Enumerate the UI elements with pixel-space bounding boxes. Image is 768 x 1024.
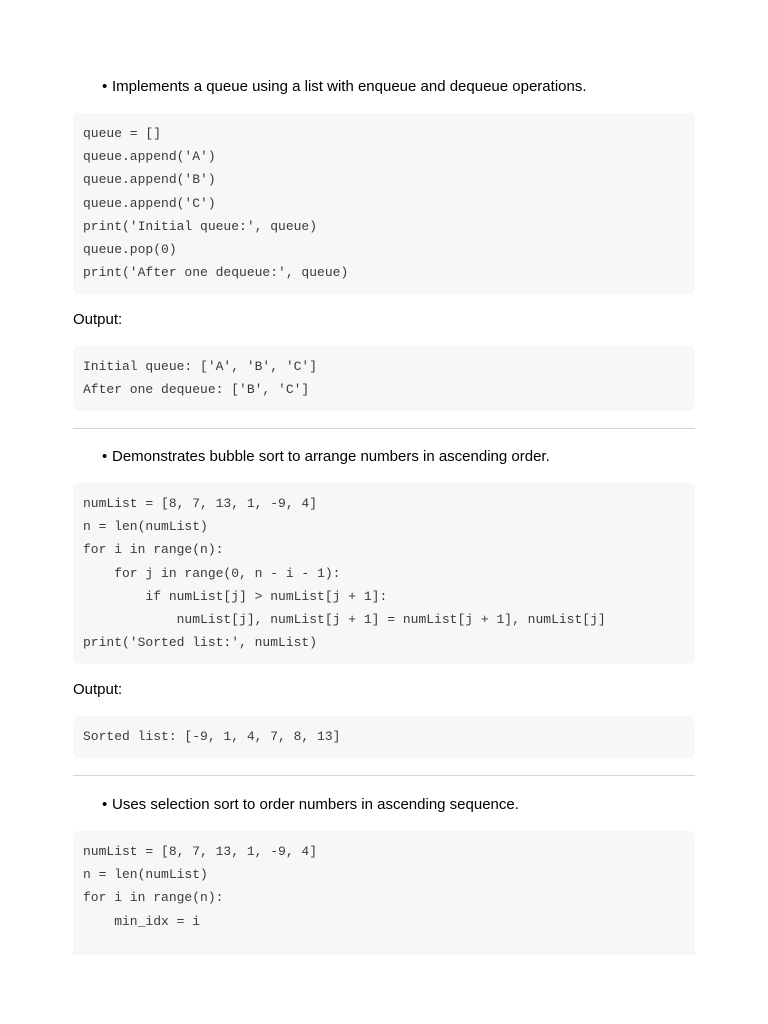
output-label-queue: Output: — [73, 311, 123, 328]
bullet-text: Implements a queue using a list with enqueue and dequeue operations. — [112, 78, 587, 95]
code-line: queue.append('B') — [83, 172, 216, 188]
code-line: n = len(numList) — [83, 867, 208, 883]
code-block-bubble-sort — [73, 483, 695, 664]
code-line: queue.append('C') — [83, 195, 216, 211]
bullet-dot: • — [102, 448, 108, 465]
code-line: queue.pop(0) — [83, 241, 177, 257]
section-divider — [73, 775, 695, 776]
output-line: Sorted list: [-9, 1, 4, 7, 8, 13] — [83, 729, 341, 744]
output-block-bubble-sort — [73, 716, 695, 758]
code-line: if numList[j] > numList[j + 1]: — [83, 588, 388, 604]
code-line: print('Initial queue:', queue) — [83, 218, 318, 234]
bullet-bubble-sort — [102, 448, 550, 466]
code-line: for i in range(n): — [83, 890, 224, 906]
code-block-selection-sort — [73, 831, 695, 955]
bullet-dot: • — [102, 796, 108, 813]
code-block-queue — [73, 113, 695, 294]
output-line: After one dequeue: ['B', 'C'] — [83, 382, 310, 398]
code-line: numList = [8, 7, 13, 1, -9, 4] — [83, 496, 318, 511]
code-line: for j in range(0, n - i - 1): — [83, 565, 341, 581]
code-line: numList = [8, 7, 13, 1, -9, 4] — [83, 844, 318, 859]
bullet-dot: • — [102, 78, 108, 95]
code-line: min_idx = i — [83, 913, 201, 929]
code-line: queue.append('A') — [83, 149, 216, 165]
bullet-queue — [102, 78, 587, 96]
section-divider — [73, 428, 695, 429]
output-line: Initial queue: ['A', 'B', 'C'] — [83, 359, 318, 374]
code-line: queue = [] — [83, 126, 162, 141]
code-line: numList[j], numList[j + 1] = numList[j + 1], numList[j] — [83, 611, 606, 627]
bullet-selection-sort — [102, 796, 519, 814]
code-line: for i in range(n): — [83, 542, 224, 558]
code-line: n = len(numList) — [83, 519, 208, 535]
code-line: print('Sorted list:', numList) — [83, 635, 318, 651]
bullet-text: Demonstrates bubble sort to arrange numbers in ascending order. — [112, 448, 550, 465]
code-line: print('After one dequeue:', queue) — [83, 265, 349, 281]
output-label-bubble-sort: Output: — [73, 681, 123, 698]
output-block-queue — [73, 346, 695, 411]
bullet-text: Uses selection sort to order numbers in ascending sequence. — [112, 796, 519, 813]
